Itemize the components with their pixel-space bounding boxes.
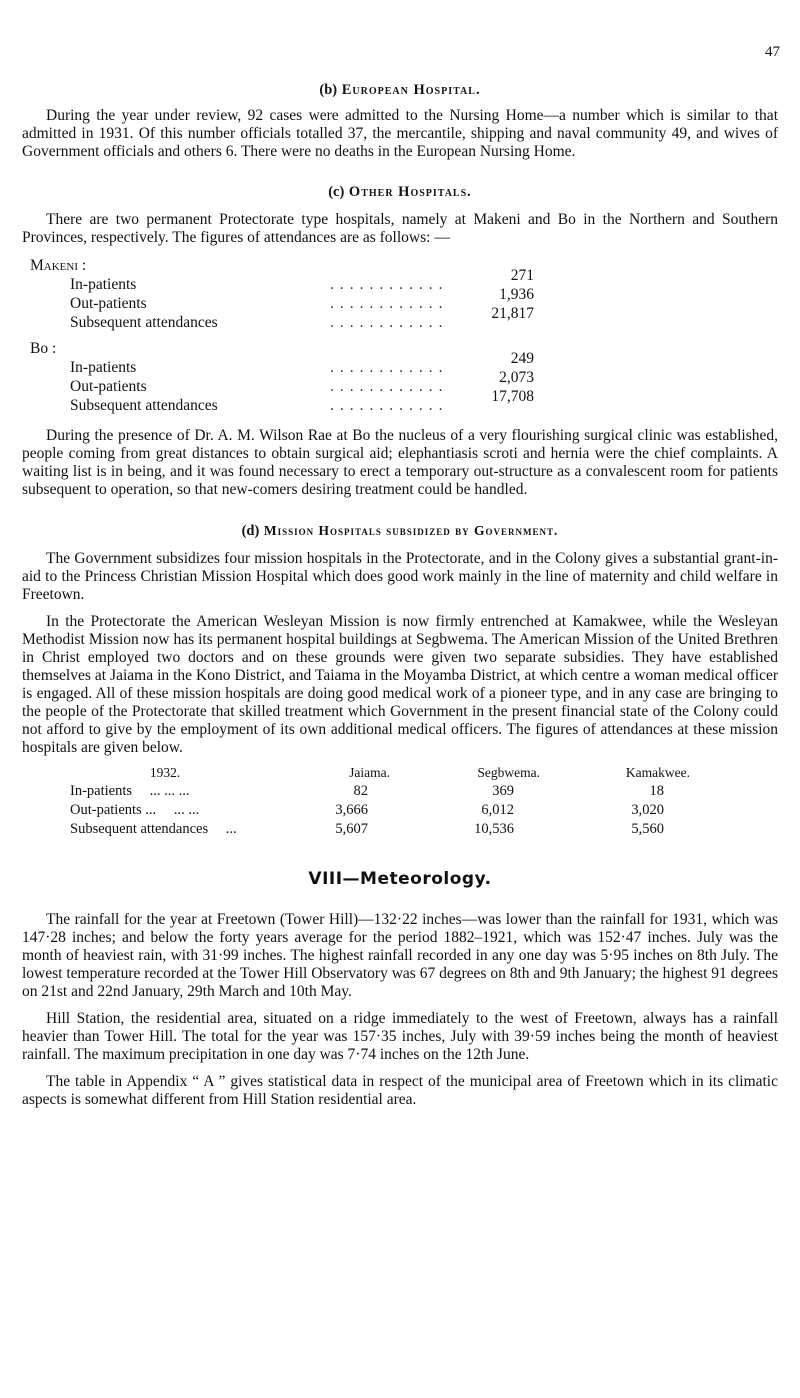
mission-heading-title: Mission Hospitals subsidized by Government. bbox=[263, 523, 559, 538]
page-number: 47 bbox=[765, 44, 780, 60]
meteorology-paragraph-2: Hill Station, the residential area, situated on a ridge immediately to the west of Freetown, always has a rainfall heavier than Tower Hill. The total for the year was 157·35 inches, July with 39·59 inches being the month of heaviest rainfall. The maximum precipitation in one day was 7·74 inches on the 12th June. bbox=[22, 1010, 778, 1063]
table-column-header-kamakwee: Kamakwee. bbox=[625, 765, 690, 780]
table-column-header-segbwema: Segbwema. bbox=[477, 765, 540, 780]
table-column-header-jaiama: Jaiama. bbox=[349, 765, 390, 780]
table-row bbox=[70, 782, 690, 801]
meteorology-title: VIII—Meteorology. bbox=[308, 869, 492, 889]
bo-row-label: In-patients bbox=[70, 359, 137, 376]
leader-dots: ............ bbox=[330, 359, 449, 376]
makeni-label: Makeni : bbox=[30, 257, 87, 274]
european-hospital-heading bbox=[22, 82, 778, 99]
table-cell: 10,536 bbox=[474, 821, 514, 837]
table-row bbox=[70, 820, 690, 839]
other-hospitals-intro: There are two permanent Protectorate type hospitals, namely at Makeni and Bo in the Northern and Southern Provinces, respectively. The figures of attendances are as follows: — bbox=[22, 211, 778, 246]
mission-paragraph-1: The Government subsidizes four mission hospitals in the Protectorate, and in the Colony gives a substantial grant-in-aid to the Princess Christian Mission Hospital which does good work mainly in the line of maternity and child welfare in Freetown. bbox=[22, 550, 778, 603]
bo-label: Bo : bbox=[30, 340, 57, 357]
other-heading-title: Other Hospitals. bbox=[348, 184, 472, 200]
bo-row bbox=[30, 388, 534, 415]
leader-dots: ............ bbox=[330, 397, 449, 414]
mission-hospitals-heading bbox=[22, 523, 778, 540]
leader-dots: ............ bbox=[330, 276, 449, 293]
european-heading-prefix: (b) bbox=[319, 82, 338, 98]
other-hospitals-heading bbox=[22, 184, 778, 201]
table-year-header: 1932. bbox=[149, 765, 181, 780]
table-cell: 18 bbox=[649, 783, 664, 799]
makeni-row-value: 1,936 bbox=[499, 286, 534, 303]
table-cell: 82 bbox=[353, 783, 368, 799]
mission-attendance-table bbox=[70, 763, 690, 839]
european-heading-title: European Hospital. bbox=[341, 82, 481, 98]
table-cell: 3,020 bbox=[631, 802, 664, 818]
meteorology-paragraph-1: The rainfall for the year at Freetown (Tower Hill)—132·22 inches—was lower than the rainfall for 1931, which was 147·28 inches; and below the forty years average for the period 1882–1921, which was 152·47 inches. July was the month of heaviest rain, with 31·99 inches. The highest rainfall recorded in any one day was 5·95 inches on 8th July. The lowest temperature recorded at the Tower Hill Observatory was 67 degrees on 8th and 9th January; the highest 91 degrees on 21st and 22nd January, 29th March and 10th May. bbox=[22, 911, 778, 1000]
table-header-row bbox=[70, 763, 690, 782]
table-row-label: Out-patients ... ... ... bbox=[70, 802, 200, 818]
table-cell: 6,012 bbox=[481, 802, 514, 818]
leader-dots: ............ bbox=[330, 295, 449, 312]
other-hospitals-paragraph: During the presence of Dr. A. M. Wilson Rae at Bo the nucleus of a very flourishing surgical clinic was established, people coming from great distances to obtain surgical aid; elephantiasis scroti and hernia were the chief complaints. A waiting list is in being, and it was found necessary to erect a temporary out-structure as a convalescent room for patients subsequent to operation, so that new-comers desiring treatment could be handled. bbox=[22, 427, 778, 498]
makeni-row-label: Out-patients bbox=[70, 295, 147, 312]
table-cell: 5,607 bbox=[335, 821, 368, 837]
bo-row-value: 17,708 bbox=[491, 388, 534, 405]
makeni-stats bbox=[30, 257, 534, 332]
table-cell: 5,560 bbox=[631, 821, 664, 837]
table-cell: 369 bbox=[492, 783, 514, 799]
other-heading-prefix: (c) bbox=[328, 184, 345, 200]
makeni-row-value: 21,817 bbox=[491, 305, 534, 322]
makeni-row-label: In-patients bbox=[70, 276, 137, 293]
table-row-label: In-patients ... ... ... bbox=[70, 783, 190, 799]
european-hospital-paragraph: During the year under review, 92 cases were admitted to the Nursing Home—a number which is similar to that admitted in 1931. Of this number officials totalled 37, the mercantile, shipping and naval community 49, and wives of Government officials and others 6. There were no deaths in the European Nursing Home. bbox=[22, 107, 778, 160]
table-row bbox=[70, 801, 690, 820]
makeni-row bbox=[30, 305, 534, 332]
bo-row-value: 2,073 bbox=[499, 369, 534, 386]
bo-row-label: Subsequent attendances bbox=[70, 397, 218, 414]
bo-row-value: 249 bbox=[510, 350, 534, 367]
makeni-row-value: 271 bbox=[510, 267, 534, 284]
bo-row-label: Out-patients bbox=[70, 378, 147, 395]
mission-paragraph-2: In the Protectorate the American Wesleyan Mission is now firmly entrenched at Kamakwee, while the Wesleyan Methodist Mission now has its permanent hospital buildings at Segbwema. The American Mission of the United Brethren in Christ employed two doctors and on these grounds were given two separate subsidies. They have established themselves at Jaiama in the Kono District, and Taiama in the Moyamba District, at which centre a woman medical officer is engaged. All of these mission hospitals are doing good medical work of a pioneer type, and in any case are bringing to the people of the Protectorate that skilled treatment which Government in the present financial state of the Colony could not afford to give by the employment of its own additional medical officers. The figures of attendances at these mission hospitals are given below. bbox=[22, 613, 778, 756]
makeni-row-label: Subsequent attendances bbox=[70, 314, 218, 331]
bo-stats bbox=[30, 340, 534, 415]
table-cell: 3,666 bbox=[335, 802, 368, 818]
table-row-label: Subsequent attendances ... bbox=[70, 821, 237, 837]
leader-dots: ............ bbox=[330, 314, 449, 331]
meteorology-paragraph-3: The table in Appendix “ A ” gives statistical data in respect of the municipal area of Freetown which in its climatic aspects is somewhat different from Hill Station residential area. bbox=[22, 1073, 778, 1108]
mission-heading-prefix: (d) bbox=[241, 523, 260, 539]
leader-dots: ............ bbox=[330, 378, 449, 395]
